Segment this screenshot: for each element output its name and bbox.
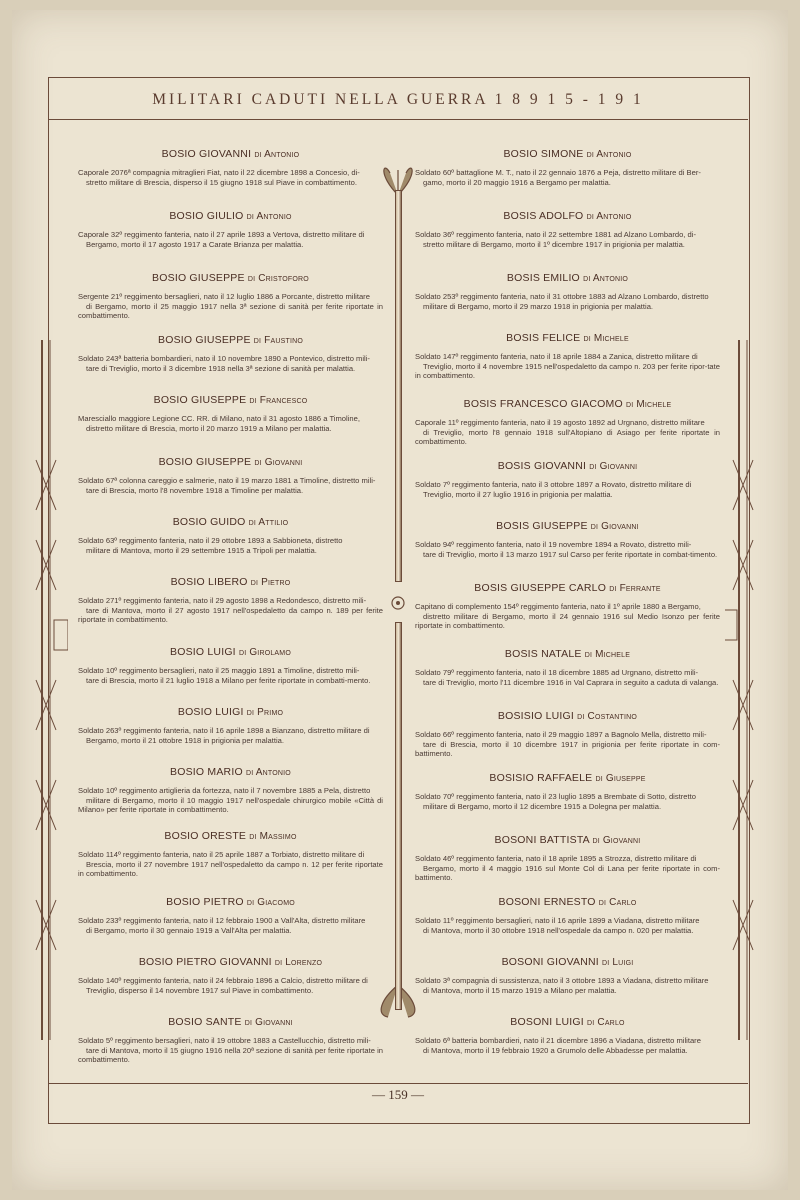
entry-description: [415, 916, 720, 935]
entry-description: [415, 1036, 720, 1055]
entry: [415, 272, 720, 311]
entry-parent: di Michele: [625, 399, 672, 410]
entry-description-rest: tare di Brescia, morto il 21 luglio 1918 a Milano per ferite riportate in combatti-mento.: [86, 675, 371, 685]
entry-parent: di Michele: [583, 333, 629, 344]
entry-parent: di Lorenzo: [274, 957, 323, 968]
entry-name: [78, 956, 383, 968]
entry-description-rest: Bergamo, morto il 17 agosto 1917 a Carate Brianza per malattia.: [86, 239, 304, 249]
entry-description-rest: Treviglio, morto il 4 novembre 1915 nell'ospedaletto da campo n. 203 per ferite ripor-tate in combattimento.: [415, 361, 720, 381]
entry-description-rest: Treviglio, disperso il 14 novembre 1917 sul Piave in combattimento.: [86, 985, 314, 995]
entry-parent: di Primo: [246, 707, 284, 718]
entry-description-first: Caporale 11º reggimento fanteria, nato il 19 agosto 1892 ad Urgnano, distretto militare: [415, 418, 705, 427]
entry-description: [78, 414, 383, 433]
entry-surname: BOSIO PIETRO GIOVANNI: [138, 956, 272, 968]
entry: [415, 710, 720, 759]
entry-parent: di Luigi: [602, 957, 634, 968]
entry-name: [78, 148, 383, 160]
entry-description: [78, 230, 383, 249]
entry: [415, 834, 720, 883]
entry-description-first: Soldato 60º battaglione M. T., nato il 22 gennaio 1876 a Peja, distretto militare di Ber-: [415, 168, 701, 177]
entry: [78, 148, 383, 187]
entry: [78, 766, 383, 815]
footer-rule: [48, 1083, 748, 1084]
entry-description-rest: tare di Brescia, morto l'8 novembre 1918 a Timoline per malattia.: [86, 485, 304, 495]
entry-name: [78, 896, 383, 908]
entry: [415, 956, 720, 995]
entry-surname: BOSISIO LUIGI: [497, 710, 575, 722]
entry-surname: BOSIS FRANCESCO GIACOMO: [463, 398, 623, 410]
entry-name: [78, 456, 383, 468]
entry-description: [78, 786, 383, 815]
entry-parent: di Antonio: [586, 149, 632, 160]
entry: [415, 332, 720, 381]
entry-parent: di Attilio: [248, 517, 289, 528]
entry-parent: di Antonio: [254, 149, 300, 160]
entry-description-first: Soldato 94º reggimento fanteria, nato il 19 novembre 1894 a Rovato, distretto mili-: [415, 540, 692, 549]
entry-parent: di Costantino: [577, 711, 638, 722]
entry-surname: BOSONI LUIGI: [510, 1016, 584, 1028]
entry: [78, 646, 383, 685]
entry-parent: di Antonio: [583, 273, 629, 284]
entry-parent: di Ferrante: [609, 583, 661, 594]
entry-description-first: Soldato 147º reggimento fanteria, nato il 18 aprile 1884 a Zanica, distretto militare di: [415, 352, 698, 361]
entry: [78, 706, 383, 745]
entry-description-first: Capitano di complemento 154º reggimento fanteria, nato il 1º aprile 1880 a Bergamo,: [415, 602, 701, 611]
entry-description-rest: di Mantova, morto il 30 ottobre 1918 nell'ospedale da campo n. 020 per malattia.: [423, 925, 694, 935]
entry-description-first: Soldato 253º reggimento fanteria, nato il 31 ottobre 1883 ad Alzano Lombardo, distretto: [415, 292, 709, 301]
entry-name: [78, 516, 383, 528]
entry: [415, 896, 720, 935]
entry-parent: di Girolamo: [238, 647, 291, 658]
entry-description-first: Soldato 46º reggimento fanteria, nato il 18 aprile 1895 a Strozza, distretto militare di: [415, 854, 697, 863]
entry-description-first: Soldato 5º reggimento bersaglieri, nato il 19 ottobre 1883 a Castellucchio, distretto mili-: [78, 1036, 371, 1045]
entry-name: [415, 332, 720, 344]
entry-description: [415, 730, 720, 759]
entry-surname: BOSIS EMILIO: [506, 272, 580, 284]
page-number: — 159 —: [372, 1087, 424, 1102]
entry-description: [78, 476, 383, 495]
entry-description-rest: militare di Bergamo, morto il 29 marzo 1918 in prigionia per malattia.: [423, 301, 654, 311]
entry-name: [78, 210, 383, 222]
entry-description: [415, 230, 720, 249]
entry-surname: BOSIO GIUSEPPE: [158, 334, 251, 346]
entry-name: [415, 1016, 720, 1028]
entry-description-first: Soldato 63º reggimento fanteria, nato il 29 ottobre 1893 a Sabbioneta, distretto: [78, 536, 343, 545]
entry-description-first: Soldato 36º reggimento fanteria, nato il 22 settembre 1881 ad Alzano Lombardo, di-: [415, 230, 696, 239]
entry-parent: di Antonio: [586, 211, 632, 222]
entry-description: [415, 292, 720, 311]
entry-description: [78, 976, 383, 995]
entry-parent: di Carlo: [598, 897, 637, 908]
entry-name: [415, 582, 720, 594]
entry-parent: di Antonio: [245, 767, 291, 778]
entry: [78, 210, 383, 249]
entry-description-rest: Treviglio, morto il 27 luglio 1916 in prigionia per malattia.: [423, 489, 613, 499]
entry: [415, 520, 720, 559]
entry: [415, 648, 720, 687]
entry-surname: BOSIO PIETRO: [166, 896, 244, 908]
entry-description-first: Soldato 11º reggimento bersaglieri, nato il 16 aprile 1899 a Viadana, distretto militare: [415, 916, 700, 925]
entry-surname: BOSIO GIUSEPPE: [158, 456, 252, 468]
entry-description-rest: Bergamo, morto il 21 ottobre 1918 in prigionia per malattia.: [86, 735, 284, 745]
entry-parent: di Giovanni: [254, 457, 303, 468]
entry-description-rest: distretto militare di Brescia, morto il 20 marzo 1919 a Milano per malattia.: [86, 423, 332, 433]
entry-description-first: Soldato 10º reggimento artiglieria da fortezza, nato il 7 novembre 1885 a Pela, distretto: [78, 786, 371, 795]
entry: [415, 460, 720, 499]
entry-name: [415, 210, 720, 222]
entry-parent: di Massimo: [249, 831, 297, 842]
entry-description-rest: Bergamo, morto il 4 maggio 1916 sul Monte Col di Lana per ferite riportate in com-battimento.: [415, 863, 720, 883]
entry-name: [415, 460, 720, 472]
entry-parent: di Pietro: [250, 577, 291, 588]
entry-surname: BOSIS GIUSEPPE: [496, 520, 588, 532]
entry-description-rest: tare di Treviglio, morto il 13 marzo 1917 sul Carso per ferite riportate in combat-timento.: [423, 549, 718, 559]
entry-description-first: Soldato 66º reggimento fanteria, nato il 29 maggio 1897 a Bagnolo Mella, distretto mili-: [415, 730, 707, 739]
entry-description-rest: militare di Bergamo, morto il 10 maggio 1917 nell'ospedale chirurgico mobile «Città di Milano» per ferite riportate in combattimento.: [78, 795, 383, 815]
entry-parent: di Antonio: [246, 211, 292, 222]
entry-description-first: Sergente 21º reggimento bersaglieri, nato il 12 luglio 1886 a Porcante, distretto militare: [78, 292, 370, 301]
entry: [78, 956, 383, 995]
entry-description: [415, 854, 720, 883]
entry-name: [78, 646, 383, 658]
entry-parent: di Giovanni: [592, 835, 641, 846]
entry-description: [415, 540, 720, 559]
entry-parent: di Cristoforo: [247, 273, 309, 284]
entry-description-rest: di Mantova, morto il 19 febbraio 1920 a Grumolo delle Abbadesse per malattia.: [423, 1045, 688, 1055]
entry-surname: BOSIS GIUSEPPE CARLO: [474, 582, 607, 594]
entry-name: [415, 398, 720, 410]
entry-description-rest: tare di Treviglio, morto il 3 dicembre 1918 nella 3ª sezione di sanità per malattia.: [86, 363, 356, 373]
entry-description-rest: tare di Mantova, morto il 15 giugno 1916 nella 20ª sezione di sanità per ferite riportate in combattimento.: [78, 1045, 383, 1065]
entry-description-rest: di Treviglio, morto l'8 gennaio 1918 sull'Altopiano di Asiago per ferite riportate in combattimento.: [415, 427, 720, 447]
entry-surname: BOSIO LUIGI: [170, 646, 236, 658]
entry-surname: BOSIO SIMONE: [503, 148, 584, 160]
entry-name: [415, 956, 720, 968]
entry: [415, 582, 720, 631]
entry-description: [78, 536, 383, 555]
entry-description-first: Soldato 10º reggimento bersaglieri, nato il 25 maggio 1891 a Timoline, distretto mili-: [78, 666, 360, 675]
flagpole-icon: [28, 340, 68, 1050]
entry-description-first: Soldato 67ª colonna careggio e salmerie, nato il 19 marzo 1881 a Timoline, distretto mili-: [78, 476, 376, 485]
entry-parent: di Giovanni: [244, 1017, 293, 1028]
entry-description-first: Soldato 70º reggimento fanteria, nato il 23 luglio 1895 a Brembate di Sotto, distretto: [415, 792, 696, 801]
entry-surname: BOSIO GIULIO: [169, 210, 244, 222]
entry-description-rest: militare di Mantova, morto il 29 settembre 1915 a Tripoli per malattia.: [86, 545, 317, 555]
entry-description: [78, 354, 383, 373]
entry-description-rest: stretto militare di Bergamo, morto il 1º dicembre 1917 in prigionia per malattia.: [423, 239, 685, 249]
entry-description-first: Caporale 32º reggimento fanteria, nato il 27 aprile 1893 a Vertova, distretto militare di: [78, 230, 365, 239]
entry-surname: BOSONI ERNESTO: [498, 896, 596, 908]
entry-name: [415, 834, 720, 846]
entry-surname: BOSIO SANTE: [168, 1016, 242, 1028]
entry-description: [78, 292, 383, 321]
entry-surname: BOSIO GIUSEPPE: [152, 272, 245, 284]
entry-parent: di Michele: [584, 649, 631, 660]
entry-description: [415, 668, 720, 687]
entry-description: [78, 916, 383, 935]
entry-description-rest: Brescia, morto il 27 novembre 1917 nell'ospedaletto da campo n. 12 per ferite riportate in combattimento.: [78, 859, 383, 879]
entry: [78, 394, 383, 433]
entry-description-rest: di Bergamo, morto il 30 gennaio 1919 a Vall'Alta per malattia.: [86, 925, 292, 935]
entry-name: [415, 896, 720, 908]
right-side-ornament: [735, 340, 751, 1040]
entry-name: [78, 334, 383, 346]
entry-description: [78, 666, 383, 685]
entry-parent: di Giuseppe: [595, 773, 646, 784]
entry-description: [78, 726, 383, 745]
entry-name: [78, 830, 383, 842]
entry-description: [415, 976, 720, 995]
entry-parent: di Carlo: [587, 1017, 625, 1028]
entry-surname: BOSIS FELICE: [506, 332, 581, 344]
entry-description-rest: militare di Bergamo, morto il 12 dicembre 1915 a Dolegna per malattia.: [423, 801, 662, 811]
left-side-ornament: [38, 340, 54, 1040]
entry-parent: di Faustino: [253, 335, 303, 346]
entry-surname: BOSIO GIUSEPPE: [153, 394, 247, 406]
entry: [78, 516, 383, 555]
entry-surname: BOSIO MARIO: [170, 766, 243, 778]
entry: [78, 896, 383, 935]
entry: [415, 772, 720, 811]
entry-description-first: Soldato 233º reggimento fanteria, nato il 12 febbraio 1900 a Vall'Alta, distretto militare: [78, 916, 366, 925]
entry-description-first: Soldato 79º reggimento fanteria, nato il 18 dicembre 1885 ad Urgnano, distretto mili-: [415, 668, 699, 677]
entry-description: [415, 168, 720, 187]
entry-name: [415, 520, 720, 532]
entry-surname: BOSIS ADOLFO: [503, 210, 584, 222]
entry-description: [78, 168, 383, 187]
entry-name: [78, 706, 383, 718]
entry-description-rest: tare di Brescia, morto il 10 dicembre 1917 in prigionia per ferite riportate in com-battimento.: [415, 739, 720, 759]
entry-description: [78, 1036, 383, 1065]
entry-description: [415, 418, 720, 447]
entry-description-rest: di Bergamo, morto il 25 maggio 1917 nella 3ª sezione di sanità per ferite riportate in combattimento.: [78, 301, 383, 321]
entry-surname: BOSIO ORESTE: [164, 830, 247, 842]
entry-surname: BOSIS NATALE: [504, 648, 582, 660]
entry: [78, 830, 383, 879]
entry-surname: BOSIO LUIGI: [177, 706, 244, 718]
entry-parent: di Giovanni: [589, 461, 638, 472]
entry-description-rest: tare di Mantova, morto il 27 agosto 1917 nell'ospedaletto da campo n. 189 per ferite riportate in combattimento.: [78, 605, 383, 625]
entry-surname: BOSIO GIOVANNI: [161, 148, 252, 160]
entry-description-rest: stretto militare di Brescia, disperso il 15 giugno 1918 sul Piave in combattimento.: [86, 177, 357, 187]
entry-description-first: Soldato 3ª compagnia di sussistenza, nato il 3 ottobre 1893 a Viadana, distretto militare: [415, 976, 709, 985]
entry-description: [415, 480, 720, 499]
entry-description: [78, 850, 383, 879]
entry: [415, 148, 720, 187]
entry: [415, 210, 720, 249]
entry-description-first: Soldato 263º reggimento fanteria, nato il 16 aprile 1898 a Bianzano, distretto militare di: [78, 726, 370, 735]
entry: [78, 334, 383, 373]
entry-description-first: Soldato 140º reggimento fanteria, nato il 24 febbraio 1896 a Calcio, distretto militare di: [78, 976, 368, 985]
center-column-ornament: [393, 190, 403, 1020]
entry-surname: BOSIO LIBERO: [170, 576, 248, 588]
entry-description: [415, 352, 720, 381]
entry: [78, 272, 383, 321]
entry-description-rest: tare di Treviglio, morto l'11 dicembre 1916 in Val Caprara in seguito a caduta di valanga.: [423, 677, 719, 687]
entry-description: [415, 602, 720, 631]
entry-description-first: Soldato 243ª batteria bombardieri, nato il 10 novembre 1890 a Pontevico, distretto mili-: [78, 354, 370, 363]
entry-description-first: Soldato 271º reggimento fanteria, nato il 29 agosto 1898 a Redondesco, distretto mili-: [78, 596, 367, 605]
entry-name: [78, 394, 383, 406]
entry: [78, 576, 383, 625]
page-header: MILITARI CADUTI NELLA GUERRA 1 8 9 1 5 - 1 9 1: [48, 77, 748, 120]
entry-description-first: Soldato 7º reggimento fanteria, nato il 3 ottobre 1897 a Rovato, distretto militare di: [415, 480, 692, 489]
entry-name: [415, 272, 720, 284]
entry: [78, 1016, 383, 1065]
entry-parent: di Francesco: [249, 395, 308, 406]
entry-description-first: Caporale 2076ª compagnia mitraglieri Fiat, nato il 22 dicembre 1898 a Concesio, di-: [78, 168, 360, 177]
entry-surname: BOSONI GIOVANNI: [501, 956, 599, 968]
entry: [415, 1016, 720, 1055]
entry-parent: di Giovanni: [590, 521, 639, 532]
entry-surname: BOSIO GUIDO: [172, 516, 246, 528]
entry-name: [415, 148, 720, 160]
entry-parent: di Giacomo: [246, 897, 295, 908]
entry-description-rest: di Mantova, morto il 15 marzo 1919 a Milano per malattia.: [423, 985, 617, 995]
entry-description-rest: gamo, morto il 20 maggio 1916 a Bergamo per malattia.: [423, 177, 611, 187]
entry-surname: BOSONI BATTISTA: [494, 834, 590, 846]
entry-name: [78, 1016, 383, 1028]
entry-name: [78, 576, 383, 588]
entry-name: [415, 772, 720, 784]
entry-name: [415, 648, 720, 660]
entry-description-first: Soldato 6ª batteria bombardieri, nato il 21 dicembre 1896 a Viadana, distretto militare: [415, 1036, 701, 1045]
entry-surname: BOSISIO RAFFAELE: [489, 772, 593, 784]
entry-description: [78, 596, 383, 625]
flagpole-icon: [725, 340, 765, 1050]
entry-description: [415, 792, 720, 811]
entry-description-first: Maresciallo maggiore Legione CC. RR. di Milano, nato il 31 agosto 1886 a Timoline,: [78, 414, 360, 423]
entry-name: [78, 766, 383, 778]
entry-name: [415, 710, 720, 722]
entry-name: [78, 272, 383, 284]
entry: [415, 398, 720, 447]
entry-description-rest: distretto militare di Bergamo, morto il 24 gennaio 1916 sul Medio Isonzo per ferite riportate in combattimento.: [415, 611, 720, 631]
entry-description-first: Soldato 114º reggimento fanteria, nato il 25 aprile 1887 a Torbiato, distretto militare di: [78, 850, 365, 859]
entry: [78, 456, 383, 495]
entry-surname: BOSIS GIOVANNI: [497, 460, 587, 472]
